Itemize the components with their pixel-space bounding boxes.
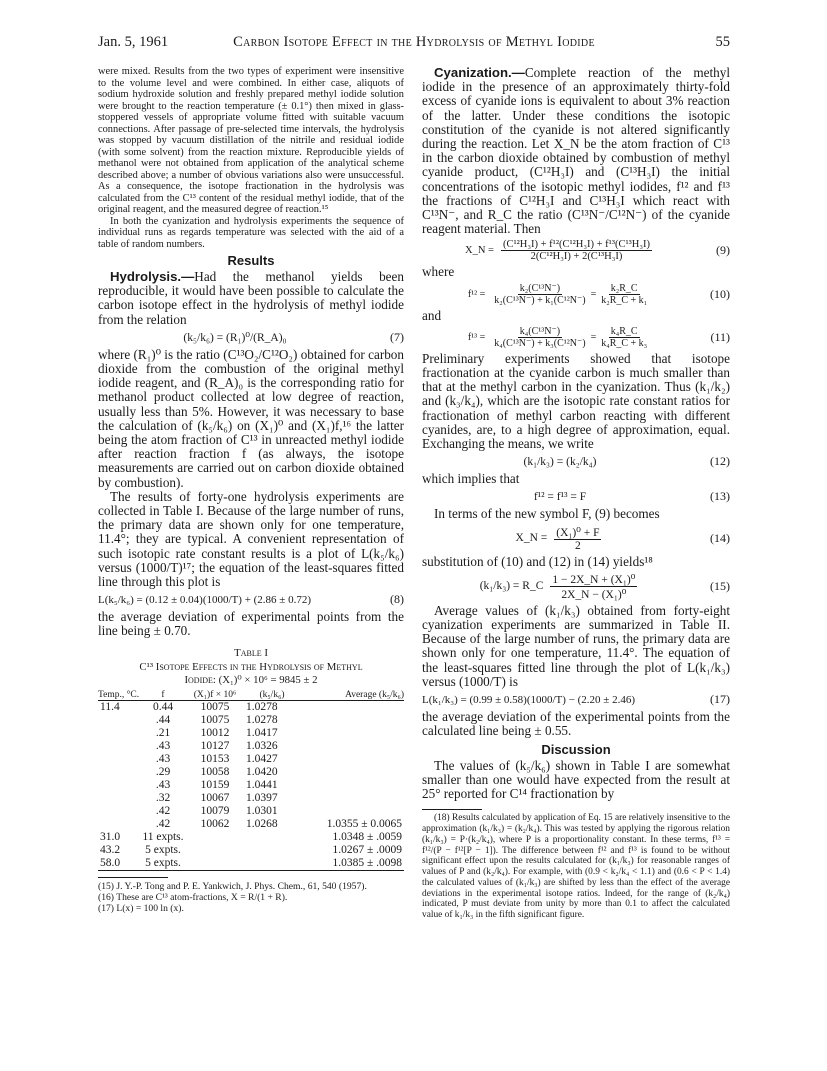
table-cell: 10153 [200, 753, 230, 766]
equation-text: (k₅/k₆) = (R₁)⁰/(R_A)₀ [183, 332, 287, 345]
table-cell [98, 727, 140, 740]
numerator: (X₁)⁰ + F [556, 526, 600, 539]
fraction [492, 283, 587, 306]
fraction [554, 525, 601, 552]
table-cell [98, 805, 140, 818]
equation-text: (k₁/k₃) = (k₂/k₄) [523, 455, 597, 468]
equation-number: (15) [710, 578, 730, 593]
table-row [98, 818, 404, 831]
table-cell: .43 [155, 779, 171, 792]
equation-lhs: X_N = [515, 532, 548, 545]
table-cell [98, 818, 140, 831]
table-cell [300, 714, 404, 727]
paragraph-text: Had the methanol yields been reproducible, it would have been possible to calculate the carbon isotope effect in the hydrolysis of methyl iodide from the relation [98, 269, 404, 327]
equation-number: (10) [710, 286, 730, 301]
table-cell: 1.0355 ± 0.0065 [326, 818, 402, 831]
table-cell: 10159 [200, 779, 230, 792]
paragraph [422, 66, 730, 236]
run-in-heading: Cyanization.— [434, 65, 525, 80]
fraction [501, 239, 652, 262]
numerator: k₂(C¹³N⁻) [519, 282, 561, 294]
table-row [98, 766, 404, 779]
table-row [98, 753, 404, 766]
footnote-rule [98, 877, 168, 878]
table-cell [98, 714, 140, 727]
column-header: (k₅/k₆) [244, 690, 300, 701]
table-cell: 5 expts. [140, 857, 186, 871]
table-cell [300, 700, 404, 714]
table-cell: 1.0441 [246, 779, 278, 792]
footnote-rule [422, 809, 482, 810]
equation-8 [98, 592, 404, 607]
fraction [599, 283, 649, 306]
right-column [422, 66, 730, 921]
paragraph: which implies that [422, 471, 520, 487]
page-number: 55 [715, 34, 730, 50]
table-cell: 58.0 [98, 857, 140, 871]
numerator: k₄R_C [610, 325, 638, 337]
denominator: 2 [574, 539, 581, 552]
table-cell: 1.0268 [246, 818, 278, 831]
table-cell: .43 [155, 740, 171, 753]
table-row [98, 857, 404, 871]
footnote: (18) Results calculated by application of Eq. 15 are relatively insensitive to the approximation (k₁/k₃) = (k₂/k₄). This was tested by applying the rigorous relation (k₁/k₃) = P·(k₂/k₄), where P is a proportionality constant. In these terms, f¹³ = f¹²/(P − f¹²[P − 1]). The difference between f¹² and f¹³ is found to be without significant effect upon the results calculated for (k₁/k₃) for reasonable ranges of values of P and (k₂/k₄). For example, with (0.9 < k₂/k₄ < 1.1) and (0.6 < P < 1.4) the calculated values of (k₁/k₃) are shifted by less than the effect of the average deviations in the experimental isotope ratios. Indeed, for the range of (k₂/k₄) indicated, P must deviate from unity by more than 0.1 to affect the calculated value of k₁/k₃ in the fifth significant figure. [422, 813, 731, 921]
paragraph: where [422, 264, 455, 280]
table-cell: 1.0348 ± .0059 [332, 831, 402, 844]
table-cell [186, 857, 244, 871]
table-cell: 1.0326 [246, 740, 278, 753]
paragraph: the average deviation of experimental points from the line being ± 0.70. [98, 609, 404, 639]
table-cell: .21 [155, 727, 171, 740]
denominator: 2(C¹²H₃I) + 2(C¹³H₃I) [530, 251, 623, 263]
table-cell: 10075 [200, 701, 230, 714]
footnote: (15) J. Y.-P. Tong and P. E. Yankwich, J. Phys. Chem., 61, 540 (1957). [98, 880, 367, 892]
table-cell [98, 766, 140, 779]
table-cell: 1.0427 [246, 753, 278, 766]
numerator: k₂R_C [610, 282, 638, 294]
paragraph: the average deviation of the experimental points from the calculated line being ± 0.55. [422, 709, 730, 739]
running-header [98, 34, 730, 54]
table-row [98, 700, 404, 714]
equation-12 [422, 454, 730, 469]
denominator: k₄R_C + k₃ [601, 337, 648, 349]
results-heading: Results [227, 253, 275, 268]
table-cell: 5 expts. [145, 844, 181, 857]
table-cell: 10075 [200, 714, 230, 727]
table-cell: 0.44 [152, 701, 174, 714]
equation-number: (14) [710, 530, 730, 545]
numerator: k₄(C¹³N⁻) [519, 325, 561, 337]
fraction [492, 326, 587, 349]
equation-10 [422, 283, 730, 306]
table-caption: Table I [233, 646, 269, 659]
column-header: f [140, 690, 186, 701]
equation-number: (9) [716, 243, 730, 258]
table-cell: .44 [155, 714, 171, 727]
column-header: Average (k₅/k₆) [300, 690, 404, 701]
equation-15 [422, 572, 730, 601]
table-cell: .29 [155, 766, 171, 779]
equation-7 [98, 330, 404, 345]
table-cell: 11 expts. [142, 831, 184, 844]
footnote: (16) These are C¹³ atom-fractions, X = R/(1 + R). [98, 891, 288, 903]
table-cell: 1.0417 [246, 727, 278, 740]
equation-number: (17) [710, 692, 730, 707]
table-row [98, 805, 404, 818]
table-title: Iodide: (X₁)⁰ × 10⁶ = 9845 ± 2 [184, 673, 318, 686]
table-cell [244, 844, 300, 857]
table-cell: 31.0 [100, 831, 121, 844]
denominator: k₂(C¹³N⁻) + k₁(C¹²N⁻) [494, 294, 586, 306]
running-title: Carbon Isotope Effect in the Hydrolysis of Methyl Iodide [233, 34, 595, 50]
table-cell: 1.0420 [246, 766, 278, 779]
equation-lhs: f¹³ = [467, 331, 486, 343]
table-cell [300, 727, 404, 740]
table-row [98, 779, 404, 792]
equation-17 [422, 692, 730, 707]
table-cell: 10062 [200, 818, 230, 831]
paragraph [98, 270, 404, 327]
table-cell [244, 857, 300, 871]
denominator: k₂R_C + k₁ [601, 294, 648, 306]
table-row [98, 792, 404, 805]
run-in-heading: Hydrolysis.— [110, 269, 195, 284]
equation-text: L(k₁/k₃) = (0.99 ± 0.58)(1000/T) − (2.20 ± 2.46) [422, 693, 636, 706]
denominator: 2X_N − (X₁)⁰ [561, 588, 627, 601]
table-header-row [98, 690, 404, 701]
table-cell: 10012 [200, 727, 230, 740]
table-cell: .42 [155, 805, 171, 818]
left-column [98, 66, 404, 914]
table-cell [300, 805, 404, 818]
equation-13 [422, 489, 730, 504]
equation-9 [422, 239, 730, 262]
table-cell [98, 792, 140, 805]
table-cell: 1.0397 [246, 792, 278, 805]
table-cell: 10067 [200, 792, 230, 805]
paragraph: substitution of (10) and (12) in (14) yields¹⁸ [422, 553, 653, 569]
table-cell [300, 753, 404, 766]
table-cell: 11.4 [100, 701, 120, 714]
paragraph-text: Complete reaction of the methyl iodide in the presence of an approximately thirty-fold excess of cyanide ions is equivalent to about 3% reaction of the latter. Under these conditions the isotopic constitution of the cyanide is not altered significantly during the reaction. Let X_N be the atom fraction of C¹³ in the carbon dioxide obtained by combustion of methyl cyanide product, (C¹²H₃I) and (C¹³H₃I) the initial concentrations of the isotopic methyl iodides, f¹² and f¹³ the fractions of C¹²H₃I and C¹³H₃I which react with C¹³N⁻, and R_C the ratio (C¹³N⁻/C¹²N⁻) of the cyanide reagent material. Then [422, 65, 730, 237]
table-title: C¹³ Isotope Effects in the Hydrolysis of Methyl [139, 660, 363, 673]
paragraph: where (R₁)⁰ is the ratio (C¹³O₂/C¹²O₂) obtained for carbon dioxide from the combustion of the original methyl iodide reagent, and (R_A)₀ is the corresponding ratio for methanol product collected at low degree of reaction, usually less than 5%. However, it was necessary to base the calculation of (k₅/k₆) on (X₁)⁰ and (X₁)f,¹⁶ the latter being the atom fraction of C¹³ in unreacted methyl iodide after reaction fraction f (as always, the isotope measurements are carried out on carbon dioxide obtained by combustion). [98, 346, 404, 490]
data-table [98, 690, 404, 871]
fraction [599, 326, 649, 349]
table-cell [98, 740, 140, 753]
numerator: (C¹²H₃I) + f¹²(C¹²H₃I) + f¹³(C¹³H₃I) [502, 239, 650, 251]
column-header: (X₁)f × 10⁶ [186, 690, 244, 701]
paragraph: The results of forty-one hydrolysis experiments are collected in Table I. Because of the large number of runs, the primary data are shown only for one temperature, 11.4°; they are typical. A convenient representation of such isotopic rate constant results is a plot of L(k₅/k₆) versus (1000/T)¹⁷; the equation of the least-squares fitted line through this plot is [98, 488, 404, 590]
issue-date: Jan. 5, 1961 [98, 34, 169, 50]
equation-text: L(k₅/k₆) = (0.12 ± 0.04)(1000/T) + (2.86 ± 0.72) [98, 593, 312, 606]
table-cell [300, 740, 404, 753]
equation-text: f¹² = f¹³ = F [533, 490, 587, 503]
table-cell [244, 831, 300, 844]
equation-number: (13) [710, 489, 730, 504]
fraction [550, 572, 637, 601]
table-cell: 10058 [200, 766, 230, 779]
table-cell [300, 779, 404, 792]
table-cell [186, 831, 244, 844]
table-cell: 1.0278 [246, 701, 278, 714]
equation-number: (8) [390, 592, 404, 607]
table-row [98, 714, 404, 727]
table-cell [300, 792, 404, 805]
equation-14 [422, 525, 730, 552]
equals-sign: = [590, 331, 597, 343]
paragraph: Preliminary experiments showed that isotope fractionation at the cyanide carbon is much smaller than that at the methyl carbon in the cyanization. Thus (k₁/k₂) and (k₃/k₄), which are the isotopic rate constant ratios for fractionation of methyl carbon reacting with different cyanides, are, to a high degree of approximation, equal. Exchanging the means, we write [422, 350, 730, 452]
table-row [98, 740, 404, 753]
table-row [98, 727, 404, 740]
table-cell [300, 766, 404, 779]
paragraph: The values of (k₅/k₆) shown in Table I are somewhat smaller than one would have expected from the result at 25° reported for C¹⁴ fractionation by [422, 757, 730, 801]
equation-11 [422, 326, 730, 349]
table-cell [186, 844, 244, 857]
discussion-heading: Discussion [541, 741, 611, 757]
table-row [98, 844, 404, 857]
paragraph: Average values of (k₁/k₃) obtained from forty-eight cyanization experiments are summarized in Table II. Because of the large number of runs, the primary data are shown only for one temperature, 11.4°. The equation of the least-squares fitted line through the plot of L(k₁/k₃) versus (1000/T) is [422, 602, 730, 689]
numerator: 1 − 2X_N + (X₁)⁰ [552, 573, 636, 586]
table-cell: 1.0267 ± .0009 [332, 844, 402, 857]
paragraph: In terms of the new symbol F, (9) becomes [434, 506, 660, 522]
paragraph: In both the cyanization and hydrolysis experiments the sequence of individual runs as regards temperature was selected with the aid of a table of random numbers. [98, 215, 404, 250]
footnote: (17) L(x) = 100 ln (x). [98, 902, 184, 914]
equals-sign: = [590, 288, 597, 300]
table-row [98, 831, 404, 844]
table-cell: 10127 [200, 740, 230, 753]
equation-number: (11) [710, 329, 730, 344]
equation-lhs: f¹² = [467, 288, 486, 300]
paragraph: and [422, 307, 442, 323]
paragraph: were mixed. Results from the two types of experiment were insensitive to the volume level and were combined. In either case, aliquots of sodium hydroxide solution and freshly prepared methyl iodide solution were brought to the reaction temperature (± 0.1°) then mixed in glass-stoppered vessels of appropriate volume fitted with suitable vacuum connections. After passage of pre-selected time intervals, the hydrolysis was stopped by vacuum distillation of the nitrile and residual iodide (with some solvent) from the reaction mixture. Reproducible yields of methanol were not obtained from application of the analytical scheme described above; a number of obvious variations also were unsuccessful. As a consequence, the isotope fractionation in the hydrolysis was calculated from the C¹³ content of the residual methyl iodide, that of the original reagent, and the measured degree of reaction.¹⁵ [98, 66, 404, 215]
table-cell: .32 [155, 792, 171, 805]
table-cell [98, 753, 140, 766]
table-cell: 1.0278 [246, 714, 278, 727]
column-header: Temp., °C. [98, 689, 140, 700]
table-cell: 43.2 [100, 844, 121, 857]
denominator: k₄(C¹³N⁻) + k₃(C¹²N⁻) [494, 337, 586, 349]
table-cell: 10079 [200, 805, 230, 818]
table-cell: 1.0385 ± .0098 [300, 857, 404, 871]
table-cell: 1.0301 [246, 805, 278, 818]
equation-lhs: (k₁/k₃) = R_C [479, 580, 544, 593]
equation-number: (12) [710, 454, 730, 469]
table-cell: .42 [155, 818, 171, 831]
table-cell: .43 [155, 753, 171, 766]
equation-lhs: X_N = [465, 245, 494, 257]
equation-number: (7) [390, 329, 404, 344]
table-cell [98, 779, 140, 792]
